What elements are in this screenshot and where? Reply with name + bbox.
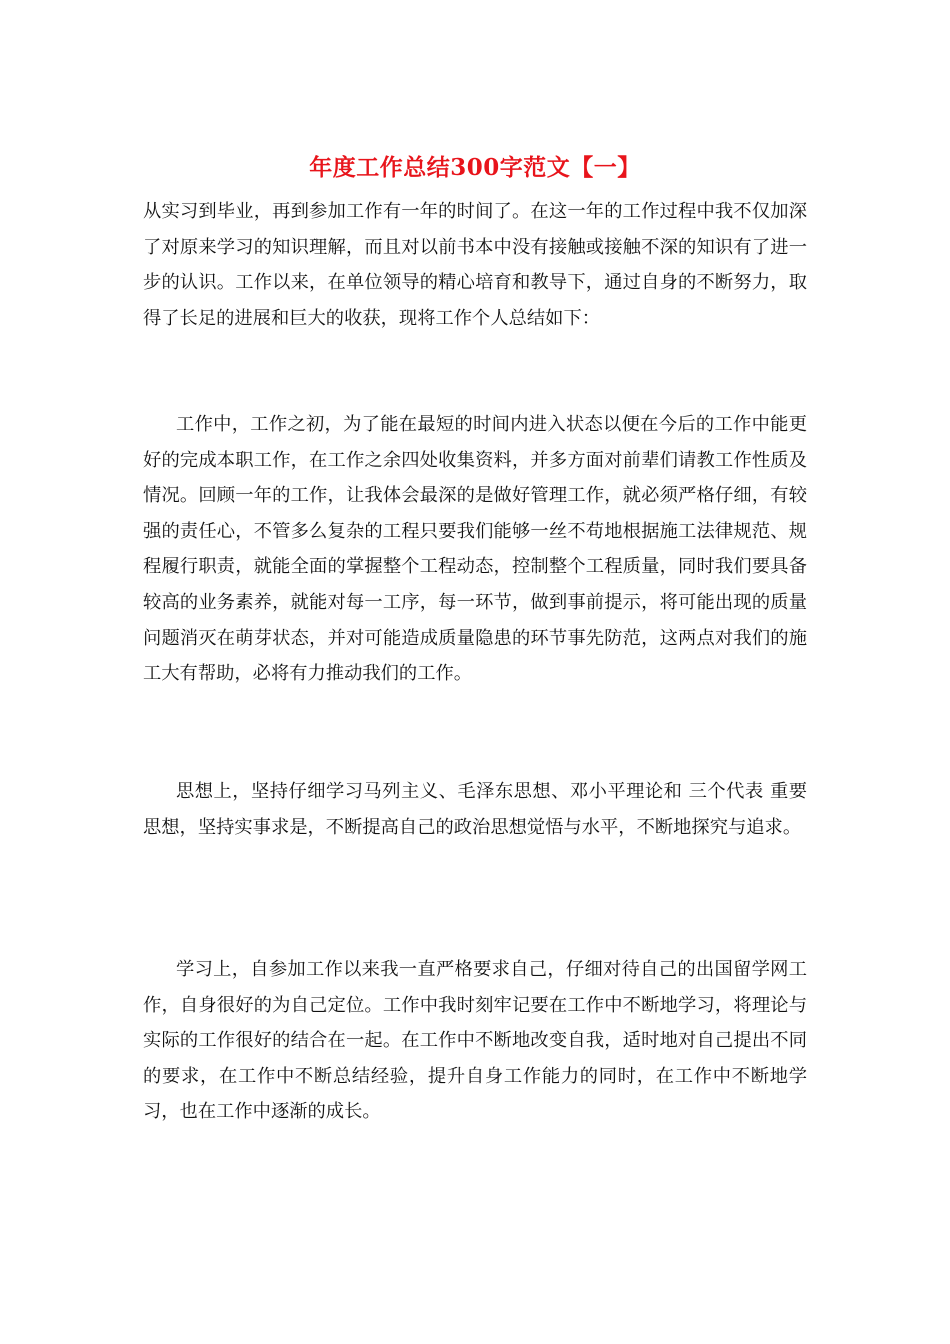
- paragraph-study: 学习上，自参加工作以来我一直严格要求自己，仔细对待自己的出国留学网工作，自身很好的为自己定位。工作中我时刻牢记要在工作中不断地学习，将理论与实际的工作很好的结合在一起。在工作中不断地改变自我，适时地对自己提出不同的要求，在工作中不断总结经验，提升自身工作能力的同时，在工作中不断地学习，也在工作中逐渐的成长。: [143, 959, 807, 1123]
- paragraph-thought: 思想上，坚持仔细学习马列主义、毛泽东思想、邓小平理论和 三个代表 重要思想，坚持实事求是，不断提高自己的政治思想觉悟与水平，不断地探究与追求。: [143, 781, 807, 838]
- paragraph-intro: 从实习到毕业，再到参加工作有一年的时间了。在这一年的工作过程中我不仅加深了对原来学习的知识理解，而且对以前书本中没有接触或接触不深的知识有了进一步的认识。工作以来，在单位领导的精心培育和教导下，通过自身的不断努力，取得了长足的进展和巨大的收获，现将工作个人总结如下：: [143, 201, 807, 329]
- document-title: 年度工作总结300字范文【一】: [309, 154, 641, 181]
- paragraph-work: 工作中，工作之初，为了能在最短的时间内进入状态以便在今后的工作中能更好的完成本职工作，在工作之余四处收集资料，并多方面对前辈们请教工作性质及情况。回顾一年的工作，让我体会最深的是做好管理工作，就必须严格仔细，有较强的责任心，不管多么复杂的工程只要我们能够一丝不苟地根据施工法律规范、规程履行职责，就能全面的掌握整个工程动态，控制整个工程质量，同时我们要具备较高的业务素养，就能对每一工序，每一环节，做到事前提示，将可能出现的质量问题消灭在萌芽状态，并对可能造成质量隐患的环节事先防范，这两点对我们的施工大有帮助，必将有力推动我们的工作。: [143, 414, 807, 685]
